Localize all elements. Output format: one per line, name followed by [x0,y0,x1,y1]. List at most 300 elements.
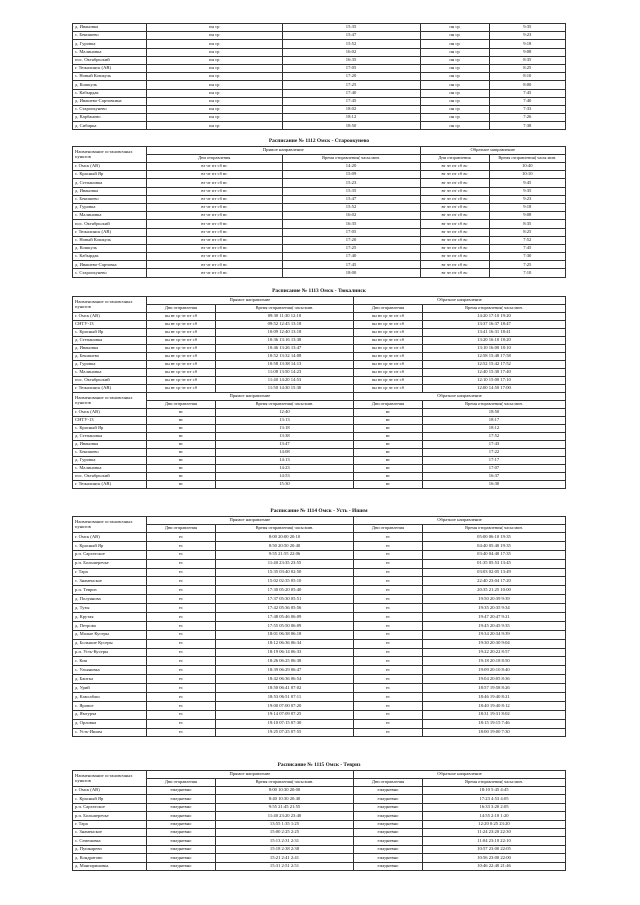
table-row [73,40,566,48]
return-time: 7:40 [489,97,565,105]
table-row [73,212,566,220]
stop-name: с. Красный Яр [73,329,147,337]
stop-name: д. Тузы [73,604,147,613]
departure-days: вт чт пт сб вс [146,261,282,269]
table-row [73,550,566,559]
return-time: 7:45 [489,244,565,252]
departure-time: 15:00 2:25 2:25 [215,828,353,836]
return-days: вс [353,425,422,433]
departure-time: 19:14 07:09 07:25 [215,710,353,719]
stop-name: с. Малиновка [73,369,147,377]
table-row [73,329,566,337]
table-row [73,56,566,64]
return-days: вс [353,481,422,489]
table-row [73,862,566,870]
departure-days: ес [146,630,215,639]
table-row [73,24,566,32]
departure-time: 11:50 14:30 15:30 [215,385,353,393]
return-days: ес [353,586,422,595]
table-row [73,236,566,244]
stop-name: с. Красный Яр [73,795,147,803]
stop-name: д. Кошкуль [73,81,147,89]
departure-days: вт чт пт сб вс [146,212,282,220]
stop-name: д. Большие Кусеры [73,639,147,648]
col-time2-header: Время отправления( часы:мин. [423,779,566,787]
departure-days: вс [146,481,215,489]
col-time-header: Время отправления( часы:мин. [282,155,420,163]
return-time: 18:50 [423,409,566,417]
departure-time: 15:18 2:38 2:38 [215,845,353,853]
stop-name: д. Крутая [73,613,147,622]
return-time: 16:37 [423,473,566,481]
departure-days: вс [146,457,215,465]
table-row [73,105,566,113]
departure-time: 8:40 10:30 20:40 [215,795,353,803]
return-time: 9:45 [489,179,565,187]
return-days: вт чт пт сб вс [420,212,489,220]
return-days: ежедневно [353,812,422,820]
departure-time: 15:23 [282,179,420,187]
return-time: 7:38 [489,122,565,130]
departure-days: ес [146,550,215,559]
return-time: 18:17 [423,417,566,425]
return-days: ес [353,648,422,657]
stop-name: д. Гуровка [73,203,147,211]
departure-days: вт чт пт сб вс [146,236,282,244]
return-days: вт чт пт сб вс [420,195,489,203]
return-days: ес [353,710,422,719]
stop-name: д. Кондратово [73,854,147,862]
return-time: 17:52 [423,433,566,441]
departure-time: 09:30 11:30 12:10 [215,313,353,321]
return-days: ес [353,701,422,710]
stop-name: д. Ивановка [73,345,147,353]
return-time: 13:20 16:10 18:20 [423,337,566,345]
departure-days: вт чт пт сб вс [146,171,282,179]
return-time: 19:34 20:34 9:39 [423,630,566,639]
departure-days: пн ср [146,105,282,113]
stop-name: с. Знаменское [73,828,147,836]
departure-time: 9:55 21:45 21:55 [215,803,353,811]
departure-time: 13:55 1:35 1:25 [215,820,353,828]
stop-name: с. Ульяновка [73,666,147,675]
col-stop-header: Наименование остановочных пунктов [73,147,147,163]
departure-time: 8:00 20:00 20:10 [215,533,353,542]
return-days: пн ср [420,81,489,89]
departure-days: вс [146,449,215,457]
table-row [73,203,566,211]
dir-forward-header: Прямое направление [146,147,420,155]
return-days: пн ср [420,24,489,32]
return-time: 04:40 05:40 19:35 [423,541,566,550]
departure-days: вт чт пт сб вс [146,187,282,195]
stop-name: с. Бекишево [73,449,147,457]
stop-name: д. Мангириновка [73,862,147,870]
col-days2-header: Дни отправления [353,779,422,787]
table-row [73,613,566,622]
return-time: 10:10 [489,171,565,179]
schedule-1113-title: Расписание № 1113 Омск - Тюкалинск [272,288,366,294]
return-time: 17:17 [423,457,566,465]
departure-time: 18:50 [282,122,420,130]
table-row [73,559,566,568]
return-days: ежедневно [353,795,422,803]
departure-time: 18:39 06:29 06:47 [215,666,353,675]
return-days: ес [353,728,422,737]
stop-name: д. Гуровка [73,457,147,465]
departure-days: пн ср [146,73,282,81]
departure-days: ес [146,684,215,693]
table-row [73,81,566,89]
stop-name: д. Урий [73,684,147,693]
stop-name: д. Баитка [73,675,147,684]
departure-time: 15:13 2:31 2:31 [215,837,353,845]
dir-forward-header: Прямое направление [146,297,353,305]
departure-days: вс [146,465,215,473]
return-days: пн вт ср чт пт сб [353,337,422,345]
departure-days: ес [146,666,215,675]
return-time: 05:00 06:10 19:35 [423,533,566,542]
departure-time: 17:45 [282,97,420,105]
departure-time: 19:25 07:25 07:55 [215,728,353,737]
departure-days: ес [146,533,215,542]
departure-days: пн вт ср чт пт сб [146,377,215,385]
stop-name: д. Орловка [73,719,147,728]
table-row [73,179,566,187]
stop-name: р.п. Большеречье [73,812,147,820]
departure-time: 17:05 [282,64,420,72]
departure-time: 17:45 [282,261,420,269]
schedule-1115-table [72,770,566,871]
table-row [73,684,566,693]
departure-days: ес [146,710,215,719]
departure-time: 18:50 06:41 07:02 [215,684,353,693]
return-time: 16:33 3:20 2:05 [423,803,566,811]
table-row [73,171,566,179]
table-row [73,533,566,542]
departure-time: 10:36 13:16 13:38 [215,337,353,345]
return-days: вт чт пт сб вс [420,187,489,195]
dir-back-header: Обратное направление [353,771,565,779]
return-time: 12:40 15:30 17:40 [423,369,566,377]
departure-time: 14:13 [215,457,353,465]
return-days: ес [353,604,422,613]
stop-name: д. Ивановка [73,24,147,32]
departure-days: вт чт пт сб вс [146,203,282,211]
stop-name: г. Омск (АВ) [73,313,147,321]
col-stop-header: Наименование остановочных пунктов [73,771,147,787]
departure-time: 17:37 05:30 05:51 [215,595,353,604]
return-days: ежедневно [353,828,422,836]
table-row [73,385,566,393]
col-time2-header: Время отправления( часы:мин. [423,401,566,409]
departure-time: 19:10 07:15 07:30 [215,719,353,728]
stop-name: г. Тюкалинск (АВ) [73,228,147,236]
dir-back-header: Обратное направление [420,147,565,155]
stop-name: д. Ивашево-Сартовка [73,261,147,269]
return-time: 17:22 [423,449,566,457]
return-days: пн ср [420,40,489,48]
stop-name: с. Кабырдак [73,89,147,97]
return-days: ес [353,657,422,666]
departure-time: 17:25 [282,244,420,252]
departure-days: ес [146,559,215,568]
col-days2-header: Дни отправления [353,305,422,313]
departure-time: 17:40 [282,89,420,97]
return-days: пн ср [420,64,489,72]
stop-name: р.п. Саргатское [73,550,147,559]
return-days: ес [353,666,422,675]
return-days: ес [353,639,422,648]
table-row [73,675,566,684]
return-time: 14:20 17:10 19:20 [423,313,566,321]
dir-forward-header: Прямое направление [146,517,353,525]
return-time: 7:30 [489,253,565,261]
departure-days: пн ср [146,32,282,40]
return-time: 19:45 20:45 9:35 [423,621,566,630]
departure-days: пн ср [146,56,282,64]
departure-time: 17:55 05:50 06:09 [215,621,353,630]
return-days: вт чт пт сб вс [420,236,489,244]
table-row [73,122,566,130]
dir-back-header: Обратное направление [353,297,565,305]
departure-days: вт чт пт сб вс [146,244,282,252]
departure-time: 09:52 12:45 13:18 [215,321,353,329]
return-days: ес [353,533,422,542]
schedule-1115-title: Расписание № 1115 Омск - Тевриз [277,762,361,768]
return-time: 19:50 20:39 9:39 [423,595,566,604]
stop-name: д. Сибирка [73,122,147,130]
return-time: 17:23 4:53 4:05 [423,795,566,803]
return-days: пн вт ср чт пт сб [353,369,422,377]
col-time2-header: Время отправления( часы:мин. [423,305,566,313]
return-time: 19:47 20:47 9:21 [423,613,566,622]
return-days: пн вт ср чт пт сб [353,313,422,321]
table-row [73,787,566,795]
stop-name: СНТУ-13 [73,321,147,329]
return-days: ес [353,693,422,702]
return-days: вт чт пт сб вс [420,220,489,228]
table-row [73,604,566,613]
departure-time: 15:09 [282,171,420,179]
return-time: 18:31 19:31 8:02 [423,710,566,719]
return-time: 7:10 [489,269,565,277]
table-row [73,666,566,675]
table-row [73,97,566,105]
return-days: вс [353,449,422,457]
stop-name: г. Омск (АВ) [73,787,147,795]
departure-time: 16:35 [282,220,420,228]
departure-time: 15:02 02:35 05:10 [215,577,353,586]
departure-time: 15:35 [282,24,420,32]
stop-name: СНТУ-13 [73,417,147,425]
departure-time: 10:58 13:38 14:13 [215,361,353,369]
return-time: 9:35 [489,24,565,32]
return-days: вт чт пт сб вс [420,203,489,211]
return-time: 11:04 23:10 22:10 [423,837,566,845]
return-time: 17:07 [423,465,566,473]
departure-days: ежедневно [146,803,215,811]
return-time: 19:09 20:10 8:40 [423,666,566,675]
col-days2-header: Дни отправления [353,525,422,533]
table-row [73,621,566,630]
return-time: 8:10 [489,73,565,81]
schedule-1114-title: Расписание № 1114 Омск - Усть - Ишим [270,508,368,514]
table-row [73,630,566,639]
departure-time: 14:08 [215,449,353,457]
return-days: ежедневно [353,837,422,845]
table-row [73,595,566,604]
stop-name: с. Новый Кошкуль [73,236,147,244]
return-days: вт чт пт сб вс [420,261,489,269]
departure-time: 15:35 03:40 02:50 [215,568,353,577]
return-days: ежедневно [353,803,422,811]
departure-days: вс [146,441,215,449]
departure-time: 18:53 06:51 07:11 [215,693,353,702]
departure-time: 10:52 13:32 14:08 [215,353,353,361]
return-days: ес [353,595,422,604]
table-row [73,795,566,803]
departure-days: ес [146,693,215,702]
table-row [73,417,566,425]
departure-days: вт чт пт сб вс [146,179,282,187]
schedule-continuation-table [72,23,566,130]
departure-time: 17:42 05:36 05:56 [215,604,353,613]
stop-name: д. Пушкарево [73,845,147,853]
table-row [73,114,566,122]
table-row [73,586,566,595]
departure-days: пн ср [146,122,282,130]
departure-time: 19:00 07:00 07:20 [215,701,353,710]
departure-time: 11:40 14:20 14:53 [215,377,353,385]
stop-name: г. Омск (АВ) [73,533,147,542]
departure-days: ежедневно [146,795,215,803]
departure-time: 11:08 13:50 14:23 [215,369,353,377]
return-time: 9:18 [489,40,565,48]
table-row [73,820,566,828]
departure-time: 8:50 20:50 20:40 [215,541,353,550]
return-time: 18:46 19:40 8:21 [423,693,566,702]
departure-time: 18:00 [282,269,420,277]
departure-time: 17:20 [282,236,420,244]
departure-days: вс [146,433,215,441]
departure-days: ежедневно [146,828,215,836]
table-row [73,568,566,577]
return-time: 18:10 5:45 4:45 [423,787,566,795]
table-row [73,269,566,277]
departure-days: ес [146,701,215,710]
col-time-header: Время отправления( часы:мин. [215,525,353,533]
return-time: 19:30 20:30 9:04 [423,639,566,648]
return-days: пн вт ср чт пт сб [353,377,422,385]
departure-days: пн ср [146,81,282,89]
return-days: пн ср [420,97,489,105]
departure-days: ес [146,604,215,613]
table-row [73,163,566,171]
departure-time: 15:21 2:41 2:41 [215,854,353,862]
stop-name: р.п. Большеречье [73,559,147,568]
departure-days: ес [146,728,215,737]
table-row [73,187,566,195]
stop-name: д. Камсабаш [73,693,147,702]
table-row [73,220,566,228]
col-stop-header: Наименование остановочных пунктов [73,393,147,409]
return-time: 20:35 21:25 10:00 [423,586,566,595]
departure-time: 15:35 [282,187,420,195]
return-days: вт чт пт сб вс [420,179,489,187]
departure-time: 14:23 [215,465,353,473]
return-time: 10:57 23:00 22:05 [423,845,566,853]
departure-days: ес [146,568,215,577]
departure-days: ес [146,648,215,657]
return-days: ес [353,541,422,550]
departure-time: 17:25 [282,81,420,89]
return-time: 17:43 [423,441,566,449]
return-days: пн ср [420,122,489,130]
table-row [73,353,566,361]
stop-name: с. Малиновка [73,48,147,56]
return-time: 12:10 15:00 17:10 [423,377,566,385]
departure-time: 15:47 [282,195,420,203]
return-time: 19:22 20:22 8:57 [423,648,566,657]
departure-days: пн ср [146,48,282,56]
departure-time: 18:01 06:38 06:18 [215,630,353,639]
stop-name: д. Малые Кусеры [73,630,147,639]
return-days: ес [353,550,422,559]
return-days: вт чт пт сб вс [420,244,489,252]
return-time: 19:35 20:35 9:34 [423,604,566,613]
return-time: 19:04 20:05 8:36 [423,675,566,684]
col-days-header: Дни отправления [146,525,215,533]
return-days: вс [353,433,422,441]
table-row [73,361,566,369]
table-row [73,803,566,811]
departure-days: пн вт ср чт пт сб [146,361,215,369]
col-days-header: Дни отправления [146,305,215,313]
return-time: 7:25 [489,261,565,269]
return-days: пн вт ср чт пт сб [353,385,422,393]
departure-time: 17:20 [282,73,420,81]
return-days: вс [353,457,422,465]
departure-time: 14:53 [215,473,353,481]
departure-time: 16:02 [282,48,420,56]
stop-name: с. Малиновка [73,465,147,473]
stop-name: д. Карбаново [73,114,147,122]
table-row [73,64,566,72]
stop-name: с. Знаменское [73,577,147,586]
departure-days: пн вт ср чт пт сб [146,353,215,361]
return-days: ежедневно [353,845,422,853]
departure-time: 13:47 [215,441,353,449]
stop-name: д. Степановка [73,179,147,187]
return-days: пн ср [420,48,489,56]
table-row [73,321,566,329]
stop-name: р.п. Усть-Кусеры [73,648,147,657]
table-row [73,481,566,489]
table-row [73,73,566,81]
table-row [73,657,566,666]
return-time: 8:00 [489,81,565,89]
col-time-header: Время отправления( часы:мин. [215,401,353,409]
departure-time: 15:52 [282,203,420,211]
col-time-header: Время отправления( часы:мин. [215,779,353,787]
dir-back-header: Обратное направление [353,517,565,525]
stop-name: г. Омск (АВ) [73,163,147,171]
col-days-header: Дни отправления [146,155,282,163]
table-row [73,377,566,385]
return-time: 8:25 [489,228,565,236]
departure-days: вт чт пт сб вс [146,195,282,203]
